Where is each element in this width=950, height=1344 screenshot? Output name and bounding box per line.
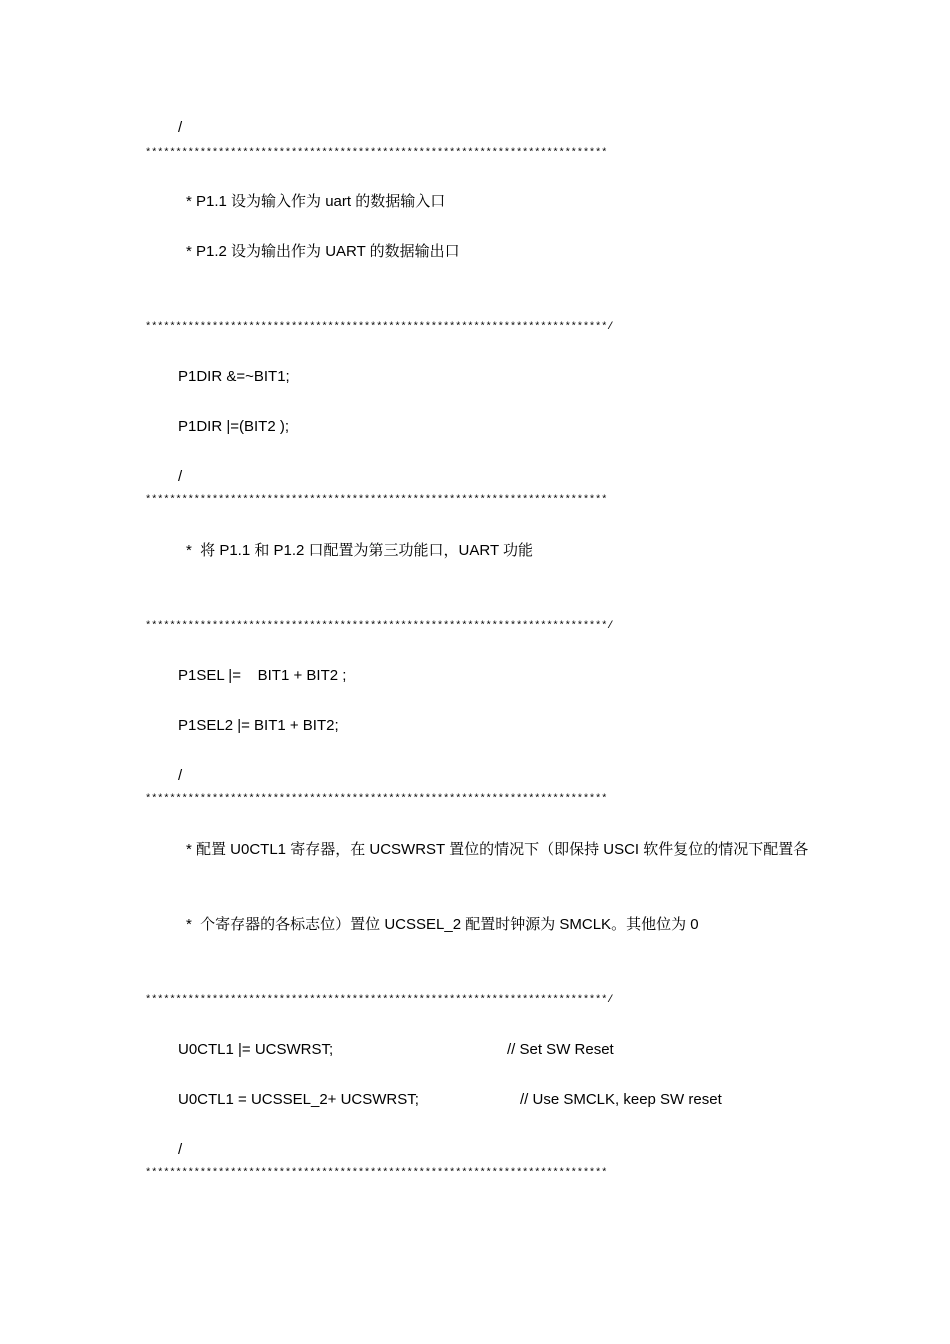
inline-comment: // Set SW Reset: [507, 1041, 614, 1058]
comment-star-border: ****************************************************************************: [145, 1167, 608, 1179]
comment-close-border: ****************************************************************************/: [145, 994, 614, 1006]
comment-text-paragraph: * 配置 U0CTL1 寄存器，在 UCSWRST 置位的情况下（即保持 USCI 软件复位的情况下配置各: [186, 841, 809, 858]
comment-open-slash: /: [178, 1141, 183, 1158]
comment-text-line: * 将 P1.1 和 P1.2 口配置为第三功能口，UART 功能: [186, 542, 534, 559]
comment-text-line: * 个寄存器的各标志位）置位 UCSSEL_2 配置时钟源为 SMCLK。其他位为 0: [186, 916, 699, 933]
inline-comment: // Use SMCLK, keep SW reset: [520, 1091, 722, 1108]
comment-close-border: ****************************************************************************/: [145, 321, 614, 333]
comment-star-border: ****************************************************************************: [145, 147, 608, 159]
comment-close-border: ****************************************************************************/: [145, 620, 614, 632]
code-line: P1SEL2 |= BIT1 + BIT2;: [178, 717, 339, 734]
code-line: P1SEL |= BIT1 + BIT2 ;: [178, 667, 347, 684]
comment-open-slash: /: [178, 767, 183, 784]
comment-open-slash: /: [178, 468, 183, 485]
code-line: U0CTL1 = UCSSEL_2+ UCSWRST;: [178, 1091, 419, 1108]
comment-star-border: ****************************************************************************: [145, 793, 608, 805]
comment-text-line: * P1.1 设为输入作为 uart 的数据输入口: [186, 193, 446, 210]
comment-star-border: ****************************************************************************: [145, 494, 608, 506]
code-line: P1DIR |=(BIT2 );: [178, 418, 290, 435]
comment-text-line: * P1.2 设为输出作为 UART 的数据输出口: [186, 243, 460, 260]
code-line: U0CTL1 |= UCSWRST;: [178, 1041, 334, 1058]
code-line: P1DIR &=~BIT1;: [178, 368, 290, 385]
comment-open-slash: /: [178, 119, 183, 136]
